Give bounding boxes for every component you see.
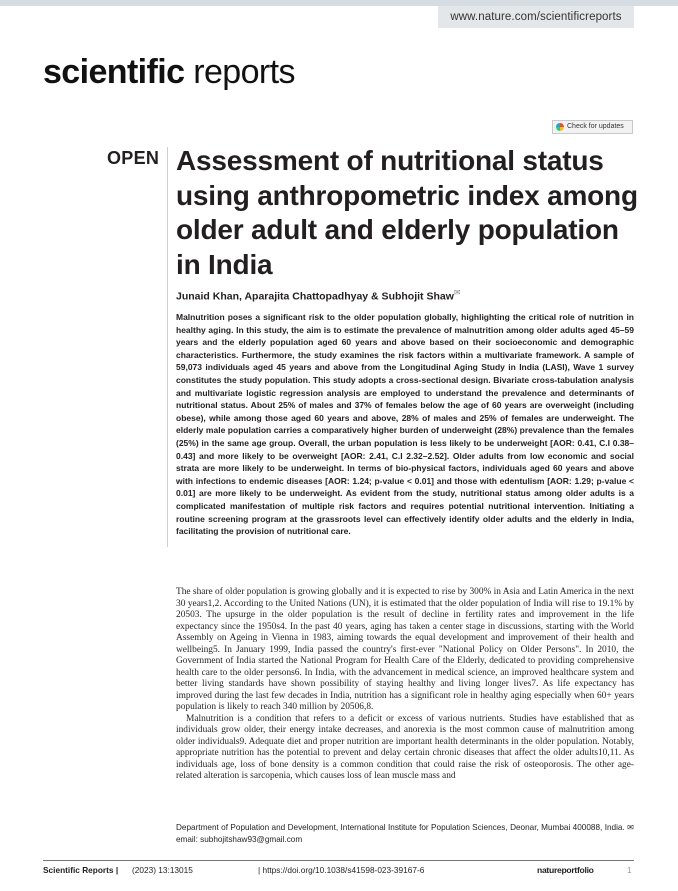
abstract: Malnutrition poses a significant risk to the older population globally, highlighting the critical role of nutrition in healthy aging. In this study, the aim is to estimate the prevalence of malnutrition among older adults aged 45–59 years and the elderly population aged 60 years and above based on their socioeconomic and demographic characteristics. Furthermore, the study examines the risk factors within a multivariate framework. A sample of 59,073 individuals aged 45 years and above from the Longitudinal Aging Study in India (LASI), Wave 1 survey constitutes the study population. This study adopts a cross-sectional design. Bivariate cross-tabulation analysis and multivariate logistic regression analysis are employed to understand the prevalence and determinants of nutritional status. About 25% of males and 37% of females below the age of 60 years are overweight (including obese), while among those aged 60 years and above, 28% of males and 25% of females are underweight. The elderly male population carries a comparatively higher burden of underweight (28%) prevalence than the females (25%) in the same age group. Overall, the urban population is less likely to be underweight [AOR: 0.41, C.I 0.38–0.43] and more likely to be overweight [AOR: 2.41, C.I 2.32–2.52]. Older adults from low economic and social strata are more likely to be underweight. In terms of bio-physical factors, individuals aged 60 years and above with infections to endemic diseases [AOR: 1.24; p-value < 0.01] and those with edentulism [AOR: 1.29; p-value < 0.01] are more likely to be underweight. As evident from the study, nutritional status among older adults is a complicated manifestation of multiple risk factors and requires potential nutritional intervention. Initiating a routine screening program at the grassroots level can effectively identify older adults and the elderly in India, facilitating the provision of nutritional care. bbox=[176, 312, 634, 537]
affiliation: Department of Population and Development, International Institute for Population Sciences, Deonar, Mumbai 400088, India. ✉email: subhojitshaw93@gmail.com bbox=[176, 823, 634, 844]
publisher-logo: natureportfolio bbox=[537, 865, 594, 875]
journal-url[interactable]: www.nature.com/scientificreports bbox=[438, 6, 634, 28]
journal-logo bbox=[43, 52, 295, 92]
paragraph: The share of older population is growing globally and it is expected to rise by 300% in Asia and Latin America in the next 30 years1,2. According to the United Nations (UN), it is estimated that the older population of India will rise to 19.1% by 20503. The upsurge in the older population is the result of decline in fertility rates and improvement in the life expectancy since the 1950s4. In the past 40 years, aging has taken a center stage in discussions, starting with the World Assembly on Ageing in Vienna in 1983, aiming towards the equal development and improvement of their health and wellbeing5. In January 1999, India passed the country's first-ever "National Policy on Older Persons". In 2010, the Government of India started the National Program for Health Care of the Elderly, dedicated to providing comprehensive health care to the older persons6. In India, with the advancement in medical science, an improved healthcare system and better living standards have shown possibility of staying healthy and living longer lives7. As life expectancy has improved during the last few decades in India, nutrition has a significant role in healthy aging especially when 60+ years population is likely to reach 340 million by 20506,8. bbox=[176, 587, 634, 712]
body-text bbox=[176, 587, 634, 783]
crossmark-icon bbox=[556, 123, 564, 131]
footer-journal: Scientific Reports | bbox=[43, 865, 119, 875]
article-title: Assessment of nutritional status using anthropometric index among older adult and elderly population in India bbox=[176, 145, 638, 280]
logo-light: reports bbox=[184, 53, 295, 91]
divider bbox=[167, 147, 168, 547]
email-icon[interactable]: ✉ bbox=[453, 288, 461, 297]
author-list bbox=[176, 288, 461, 303]
footer-doi-link[interactable]: | https://doi.org/10.1038/s41598-023-39167-6 bbox=[258, 865, 425, 875]
page-number: 1 bbox=[627, 865, 632, 875]
footer-citation: (2023) 13:13015 bbox=[132, 865, 193, 875]
check-for-updates-button[interactable] bbox=[552, 120, 633, 134]
check-updates-label: Check for updates bbox=[567, 123, 624, 130]
logo-bold: scientific bbox=[43, 53, 185, 91]
author-names: Junaid Khan, Aparajita Chattopadhyay & Subhojit Shaw bbox=[176, 290, 454, 303]
footer-rule bbox=[43, 860, 634, 861]
open-access-label: OPEN bbox=[107, 148, 160, 168]
paragraph: Malnutrition is a condition that refers to a deficit or excess of various nutrients. Studies have established that as individuals grow older, their energy intake decreases, and anorexia is the most common cause of malnutrition among older individuals9. Adequate diet and proper nutrition are important health determinants in the older population. Notably, appropriate nutrition has the potential to prevent and delay certain chronic diseases that affect the older adults10,11. As individuals age, loss of bone density is a common condition that could raise the risk of osteoporosis. The other age-related alteration is sarcopenia, which causes loss of lean muscle mass and bbox=[176, 713, 634, 781]
